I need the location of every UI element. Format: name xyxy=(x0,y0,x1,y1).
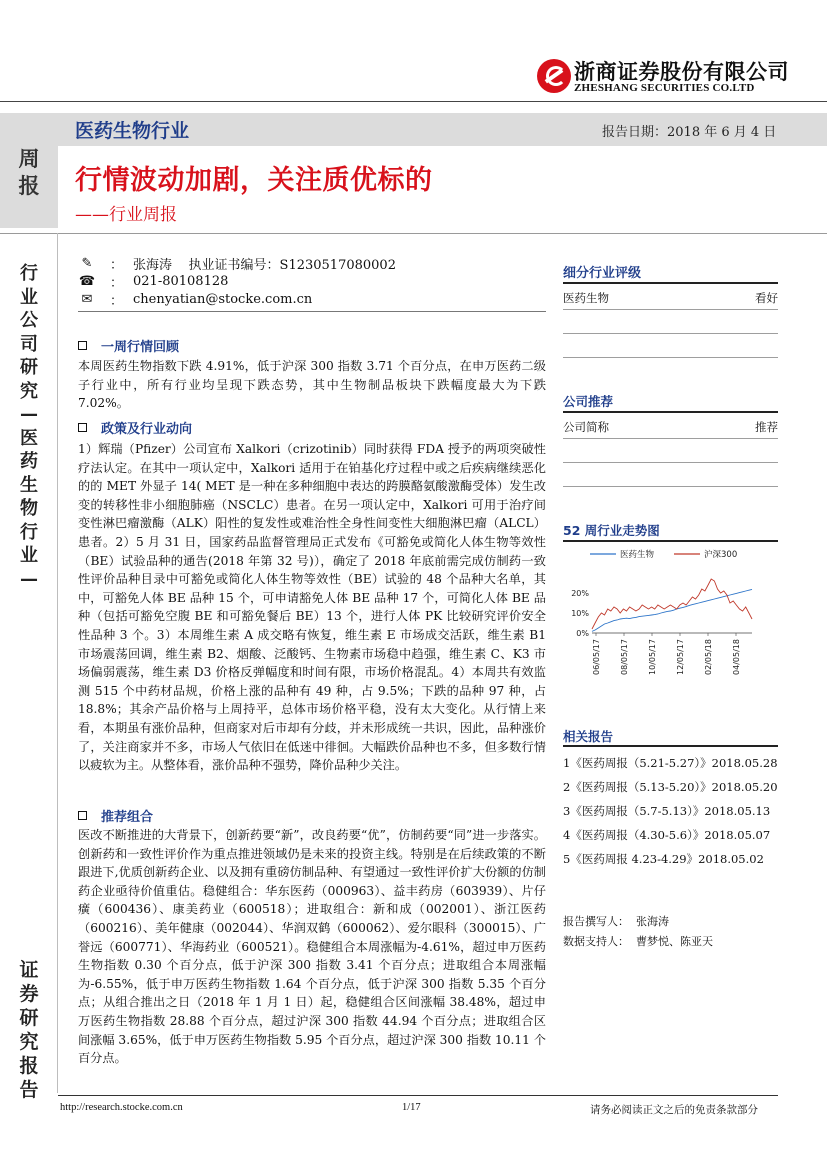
company-logo-icon xyxy=(537,59,571,93)
x-tick-label: 08/05/17 xyxy=(620,639,629,675)
author-colon: ： xyxy=(110,258,124,273)
rating-row-rule xyxy=(563,333,778,334)
sidebar-top-label-text: 周 报 xyxy=(18,147,40,198)
section-body-portfolio xyxy=(78,826,546,1068)
related-rule xyxy=(563,745,778,747)
sidebar-middle-label-text: 行 业 公 司 研 究 — 医 药 生 物 行 业 — xyxy=(20,263,38,590)
sidebar-bottom-label-text: 证 券 研 究 报 告 xyxy=(19,959,39,1101)
footer-rule xyxy=(58,1095,778,1096)
y-tick-label: 20% xyxy=(571,589,589,598)
related-item[interactable]: 1《医药周报（5.21-5.27）》2018.05.28 xyxy=(563,756,778,770)
disclaimer-note: 请务必阅读正文之后的免责条款部分 xyxy=(590,1104,758,1116)
footer-url[interactable]: http://research.stocke.com.cn xyxy=(60,1102,183,1113)
recommend-row-rule xyxy=(563,438,778,439)
rating-row xyxy=(563,290,778,306)
mail-icon: ✉ xyxy=(81,292,93,307)
checkbox-bullet-icon xyxy=(78,811,87,820)
y-tick-label: 0% xyxy=(576,629,589,638)
report-date: 报告日期：2018 年 6 月 4 日 xyxy=(602,125,777,140)
pen-icon: ✎ xyxy=(81,256,93,271)
recommend-rule xyxy=(563,411,778,413)
related-item[interactable]: 3《医药周报（5.7-5.13）》2018.05.13 xyxy=(563,804,771,818)
rating-value: 看好 xyxy=(755,291,778,305)
section-heading-policy xyxy=(78,418,192,437)
section-heading-text: 推荐组合 xyxy=(101,810,154,825)
section-heading-text: 一周行情回顾 xyxy=(101,340,180,355)
y-tick-label: 10% xyxy=(571,609,589,618)
paragraph: 本周医药生物指数下跌 4.91%，低于沪深 300 指数 3.71 个百分点，在申万医药二级子行业中，所有行业均呈现下跌态势，其中生物制品板块下跌幅度最大为下跌 7.02%。 xyxy=(78,359,546,411)
email-link[interactable]: chenyatian@stocke.com.cn xyxy=(133,292,313,307)
recommend-col-value: 推荐 xyxy=(755,420,778,434)
email-row xyxy=(78,290,312,309)
sidebar-top-label xyxy=(14,146,44,200)
rating-industry: 医药生物 xyxy=(563,291,609,305)
legend-label: 医药生物 xyxy=(620,550,655,560)
report-writer: 报告撰写人： 张海涛 xyxy=(563,915,669,928)
sidebar-bottom-label xyxy=(14,958,44,1102)
rating-row-rule xyxy=(563,357,778,358)
author-row xyxy=(78,254,396,273)
x-tick-label: 12/05/17 xyxy=(676,639,685,675)
page-number: 1/17 xyxy=(402,1102,421,1113)
series-line xyxy=(592,579,752,629)
section-body-policy xyxy=(78,440,546,775)
page-title: 行情波动加剧，关注质优标的 xyxy=(75,165,433,196)
recommend-header xyxy=(563,419,778,435)
series-line xyxy=(592,589,752,631)
related-item[interactable]: 5《医药周报 4.23-4.29》2018.05.02 xyxy=(563,852,764,866)
paragraph: 1）辉瑞（Pfizer）公司宣布 Xalkori（crizotinib）同时获得 FDA 授予的两项突破性疗法认定。在其中一项认定中，Xalkori 适用于在铂基化疗过程中或之后疾病继续恶化的的 MET 外显子 14( MET 是一种在多种细胞中表达的跨膜酪氨酸激酶受体）发生改变的转移性非小细胞肺癌（NSCLC）患者。在另一项认定中，Xalkori 可用于治疗间变性淋巴瘤激酶（ALK）阳性的复发性或难治性全身性间变性大细胞淋巴瘤（ALCL）患者。2）5 月 31 日，国家药品监督管理局正式发布《可豁免或简化人体生物等效性（BE）试验品种的通告(2018 年第 32 号)），确定了 2018 年底前需完成仿制药一致性评价品种目录中可豁免或简化人体生物等效性（BE）试验的 48 个品种大名单，其中，可豁免人体 BE 品种 15 个，可申请豁免人体 BE 品种 17 个，可简化人体 BE 品种（包括可豁免空腹 BE 和可豁免餐后 BE）13 个，进行人体 PK 比较研究评价安全性品种 3 个。3）本周维生素 A 成交略有恢复，维生素 E 市场成交活跃，维生素 B1 市场震荡回调，维生素 B2、烟酸、泛酸钙、生物素市场稳中趋强，维生素 C、K3 市场偏弱震荡，维生素 D3 价格反弹幅度和时间有限，市场价格混乱。4）本周共有效监测 515 个中药材品规，价格上涨的品种有 49 种，占 9.5%；下跌的品种 97 种，占 18.8%；其余产品价格与上周持平，总体市场价格平稳，没有太大变化。从行情上来看，本期虽有涨价品种，但商家对后市却有分歧，并未形成统一共识，因此，品种涨价了，关注商家并不多，市场人气依旧在低迷中徘徊。大幅跌价品种也不多，但多数行情以疲软为主。从整体看，涨价品种不强势，降价品种少关注。 xyxy=(78,442,546,773)
author-name: 张海涛 执业证书编号：S1230517080002 xyxy=(133,258,396,273)
checkbox-bullet-icon xyxy=(78,341,87,350)
rating-title: 细分行业评级 xyxy=(563,266,642,281)
phone-number: 021-80108128 xyxy=(133,274,229,289)
section-body-market xyxy=(78,357,546,413)
trend-chart xyxy=(562,543,778,693)
recommend-row-rule xyxy=(563,462,778,463)
section-heading-market xyxy=(78,336,179,355)
phone-icon: ☎ xyxy=(78,274,96,289)
x-tick-label: 06/05/17 xyxy=(592,639,601,675)
data-supporter: 数据支持人： 曹梦悦、陈亚天 xyxy=(563,935,713,948)
email-colon: ： xyxy=(110,294,124,309)
legend-label: 沪深300 xyxy=(704,550,738,560)
related-item[interactable]: 2《医药周报（5.13-5.20）》2018.05.20 xyxy=(563,780,778,794)
author-rule xyxy=(78,311,546,312)
x-tick-label: 02/05/18 xyxy=(704,639,713,675)
industry-label: 医药生物行业 xyxy=(75,120,190,142)
checkbox-bullet-icon xyxy=(78,423,87,432)
title-rule xyxy=(0,233,827,234)
phone-colon: ： xyxy=(110,276,124,291)
company-name-cn: 浙商证券股份有限公司 xyxy=(574,60,789,84)
related-title: 相关报告 xyxy=(563,729,614,744)
recommend-col-name: 公司简称 xyxy=(563,420,609,434)
paragraph: 医改不断推进的大背景下，创新药要“新”，改良药要“优”，仿制药要“同”进一步落实。创新药和一致性评价作为重点推进领域仍是未来的投资主线。特别是在后续政策的不断跟进下,优质创新药企业、以及拥有重磅仿制品种、有望通过一致性评价扩大份额的仿制药企业亟待价值重估。稳健组合：华东医药（000963）、益丰药房（603939）、片仔癀（600436）、康美药业（600518）；进取组合：新和成（002001）、浙江医药（600216）、美年健康（002044）、华润双鹤（600062）、爱尔眼科（300015）、广誉远（600771）、华海药业（600521）。稳健组合本周涨幅为-4.61%，超过申万医药生物指数 0.30 个百分点，低于沪深 300 指数 3.41 个百分点；进取组合本周涨幅为-6.55%，低于申万医药生物指数 1.64 个百分点，低于沪深 300 指数 5.35 个百分点；从组合推出之日（2018 年 1 月 1 日）起，稳健组合区间涨幅 38.48%，超过申万医药生物指数 28.88 个百分点，超过沪深 300 指数 44.94 个百分点；进取组合区间涨幅 3.65%，低于申万医药生物指数 5.95 个百分点，超过沪深 300 指数 10.11 个百分点。 xyxy=(78,828,546,1066)
section-heading-text: 政策及行业动向 xyxy=(101,422,193,437)
x-tick-label: 10/05/17 xyxy=(648,639,657,675)
chart-title: 52 周行业走势图 xyxy=(563,523,660,538)
company-name-en: ZHESHANG SECURITIES CO.LTD xyxy=(574,82,755,94)
recommend-title: 公司推荐 xyxy=(563,394,614,409)
x-tick-label: 04/05/18 xyxy=(732,639,741,675)
page-subtitle: ——行业周报 xyxy=(75,205,177,225)
phone-row xyxy=(78,272,228,291)
rating-row-rule xyxy=(563,309,778,310)
left-vertical-rule xyxy=(57,233,58,1093)
header-rule xyxy=(0,101,827,102)
related-item[interactable]: 4《医药周报（4.30-5.6）》2018.05.07 xyxy=(563,828,771,842)
section-heading-portfolio xyxy=(78,806,153,825)
rating-rule xyxy=(563,282,778,284)
sidebar-middle-label xyxy=(14,262,44,591)
chart-rule xyxy=(563,540,778,542)
recommend-row-rule xyxy=(563,486,778,487)
